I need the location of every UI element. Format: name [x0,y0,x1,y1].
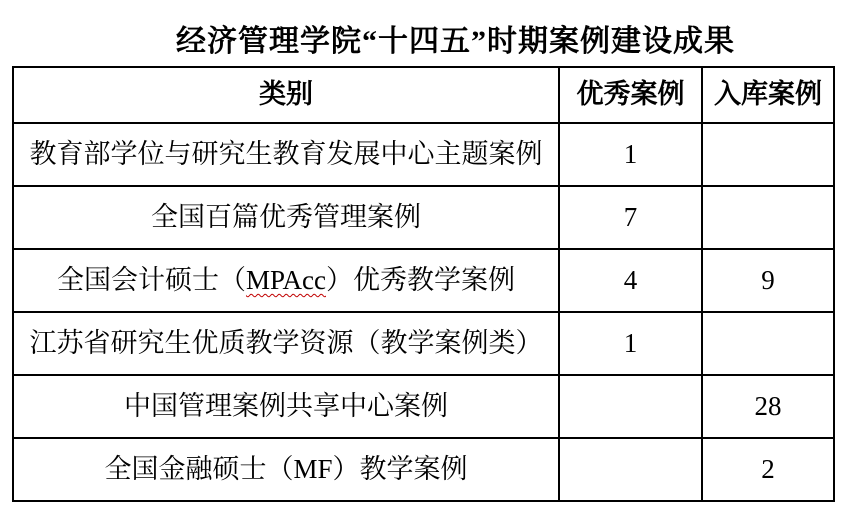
table-row [13,312,834,375]
header-category: 类别 [13,67,559,123]
category-text-suffix: ）优秀教学案例 [326,264,515,295]
category-cell: 中国管理案例共享中心案例 [13,375,559,438]
excellent-cases-cell: 1 [559,312,702,375]
header-excellent-cases: 优秀案例 [559,67,702,123]
category-cell: 全国金融硕士（MF）教学案例 [13,438,559,501]
excellent-cases-cell [559,438,702,501]
table-row [13,375,834,438]
table-row [13,123,834,186]
excellent-cases-cell [559,375,702,438]
table-header-row [13,67,834,123]
stored-cases-cell [702,186,834,249]
category-text-spellchecked: MPAcc [245,264,326,295]
category-cell [13,249,559,312]
table-title: 经济管理学院“十四五”时期案例建设成果 [176,25,735,58]
category-text-prefix: 全国会计硕士（ [56,264,246,295]
table-row [13,249,834,312]
excellent-cases-cell: 4 [559,249,702,312]
stored-cases-cell [702,123,834,186]
category-cell: 全国百篇优秀管理案例 [13,186,559,249]
excellent-cases-cell: 1 [559,123,702,186]
table-row [13,438,834,501]
header-stored-cases: 入库案例 [702,67,834,123]
excellent-cases-cell: 7 [559,186,702,249]
stored-cases-cell [702,312,834,375]
stored-cases-cell: 9 [702,249,834,312]
stored-cases-cell: 2 [702,438,834,501]
cases-table [12,66,835,502]
category-cell: 教育部学位与研究生教育发展中心主题案例 [13,123,559,186]
category-cell: 江苏省研究生优质教学资源（教学案例类） [13,312,559,375]
stored-cases-cell: 28 [702,375,834,438]
table-row [13,186,834,249]
